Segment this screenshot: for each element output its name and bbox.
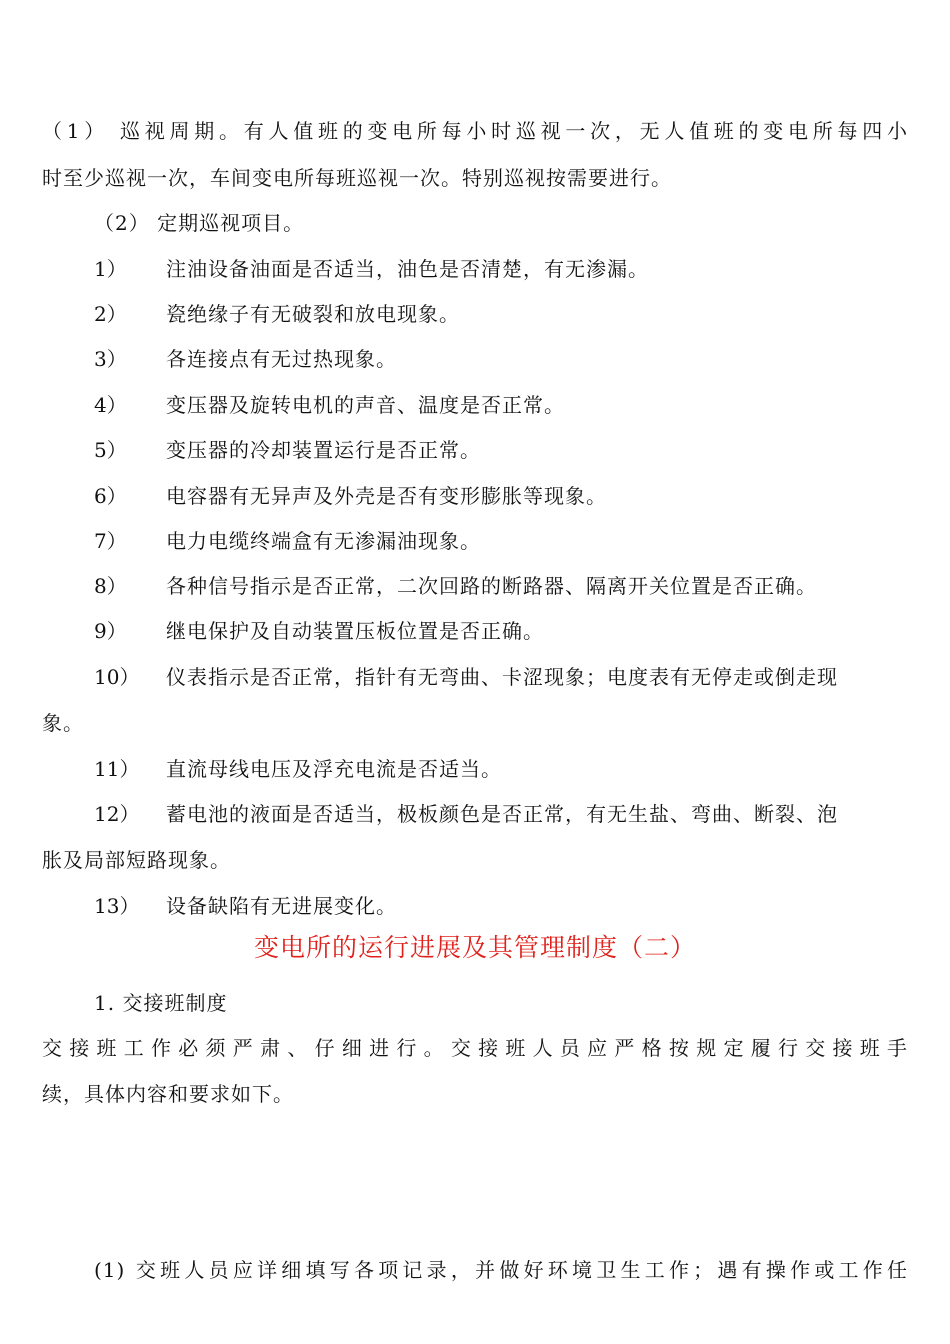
list-item [94, 345, 397, 373]
inspection-period-line-1: （1） 巡视周期。有人值班的变电所每小时巡视一次，无人值班的变电所每四小 [42, 119, 908, 143]
handover-point-1-line-1: (1) 交班人员应详细填写各项记录，并做好环境卫生工作；遇有操作或工作任 [94, 1258, 908, 1282]
list-item-number: 7） [94, 529, 127, 553]
list-item-number: 12） [94, 802, 140, 826]
list-item-number: 9） [94, 619, 127, 643]
list-item [94, 617, 544, 645]
list-item-number: 13） [94, 894, 140, 918]
list-item [94, 663, 838, 691]
list-item [94, 300, 460, 328]
list-item-text: 继电保护及自动装置压板位置是否正确。 [166, 619, 544, 643]
section-title: 变电所的运行进展及其管理制度（二） [253, 933, 696, 962]
list-item [94, 527, 481, 555]
list-item-number: 3） [94, 347, 127, 371]
list-item-continuation: 象。 [42, 711, 84, 735]
list-item [94, 391, 565, 419]
list-item-text: 设备缺陷有无进展变化。 [166, 894, 397, 918]
handover-heading: 1. 交接班制度 [94, 991, 228, 1015]
list-item-text: 蓄电池的液面是否适当，极板颜色是否正常，有无生盐、弯曲、断裂、泡 [166, 802, 838, 826]
list-item-number: 4） [94, 393, 127, 417]
list-item-number: 5） [94, 438, 127, 462]
list-item-text: 各种信号指示是否正常，二次回路的断路器、隔离开关位置是否正确。 [166, 574, 817, 598]
list-item [94, 436, 481, 464]
list-item-text: 电力电缆终端盒有无渗漏油现象。 [166, 529, 481, 553]
list-item-text: 注油设备油面是否适当，油色是否清楚，有无渗漏。 [166, 257, 649, 281]
list-item-text: 各连接点有无过热现象。 [166, 347, 397, 371]
list-item-number: 11） [94, 757, 140, 781]
inspection-period-line-2: 时至少巡视一次，车间变电所每班巡视一次。特别巡视按需要进行。 [42, 166, 672, 190]
list-item [94, 800, 838, 828]
list-item-number: 6） [94, 484, 127, 508]
list-item-continuation: 胀及局部短路现象。 [42, 848, 231, 872]
list-item-text: 变压器及旋转电机的声音、温度是否正常。 [166, 393, 565, 417]
list-item [94, 255, 649, 283]
list-item-text: 电容器有无异声及外壳是否有变形膨胀等现象。 [166, 484, 607, 508]
list-item-text: 瓷绝缘子有无破裂和放电现象。 [166, 302, 460, 326]
handover-intro-line-2: 续，具体内容和要求如下。 [42, 1082, 294, 1106]
handover-intro-line-1: 交接班工作必须严肃、仔细进行。交接班人员应严格按规定履行交接班手 [42, 1036, 908, 1060]
list-item [94, 482, 607, 510]
list-item [94, 892, 397, 920]
regular-inspection-heading: （2） 定期巡视项目。 [94, 211, 305, 235]
list-item [94, 755, 502, 783]
list-item-text: 仪表指示是否正常，指针有无弯曲、卡涩现象；电度表有无停走或倒走现 [166, 665, 838, 689]
list-item [94, 572, 817, 600]
list-item-text: 直流母线电压及浮充电流是否适当。 [166, 757, 502, 781]
list-item-number: 1） [94, 257, 127, 281]
list-item-text: 变压器的冷却装置运行是否正常。 [166, 438, 481, 462]
list-item-number: 10） [94, 665, 140, 689]
list-item-number: 8） [94, 574, 127, 598]
list-item-number: 2） [94, 302, 127, 326]
